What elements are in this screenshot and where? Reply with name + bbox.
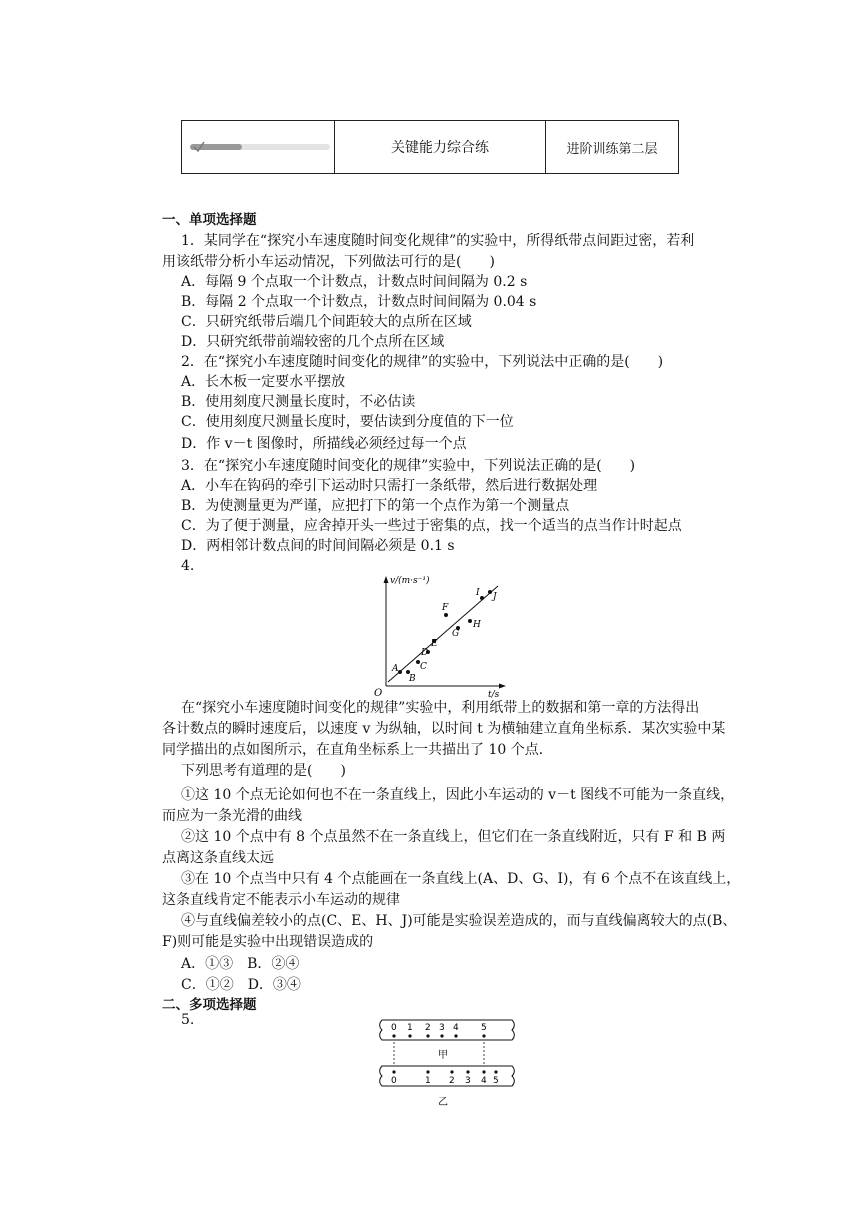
fit-line	[388, 586, 498, 682]
point-label-e: E	[431, 639, 438, 649]
point-label-h: H	[473, 620, 481, 630]
header-title: 关键能力综合练	[335, 121, 546, 173]
tape-top-number-2: 2	[425, 1023, 431, 1033]
statement-2-line-1: ②这 10 个点中有 8 个点虽然不在一条直线上，但它们在一条直线附近，只有 F 和 B 两	[181, 829, 726, 845]
statement-4-line-2: F)则可能是实验中出现错误造成的	[162, 934, 374, 950]
tape-top	[380, 1020, 515, 1040]
tape-top-number-5: 5	[481, 1023, 487, 1033]
tape-bottom-dot-1	[426, 1070, 429, 1073]
data-point-a	[398, 670, 402, 674]
question-3: 3．在“探究小车速度随时间变化的规律”实验中，下列说法正确的是( )	[181, 458, 636, 474]
tape-bottom-number-2: 2	[449, 1076, 455, 1086]
tape-bottom-dot-3	[466, 1070, 469, 1073]
tape-top-dot-5	[482, 1034, 485, 1037]
tape-top-dot-2	[426, 1034, 429, 1037]
point-label-f: F	[442, 603, 449, 613]
question-4-options-row-2: C．①② D．③④	[181, 977, 301, 993]
option-1a: A．每隔 9 个点取一个计数点，计数点时间间隔为 0.2 s	[181, 274, 528, 290]
question-5-number: 5.	[181, 1012, 195, 1028]
section-heading-multiple-choice: 二、多项选择题	[162, 997, 257, 1013]
question-4-prompt: 下列思考有道理的是( )	[181, 763, 346, 779]
tape-bottom-dot-2	[450, 1070, 453, 1073]
header-subtitle: 进阶训练第二层	[566, 141, 658, 157]
section-heading-single-choice: 一、单项选择题	[162, 212, 257, 228]
option-3d: D．两相邻计数点间的时间间隔必须是 0.1 s	[181, 538, 455, 554]
statement-1-line-1: ①这 10 个点无论如何也不在一条直线上，因此小车运动的 v－t 图线不可能为一条直线，	[181, 787, 735, 803]
point-label-b: B	[409, 674, 416, 684]
tape-bottom-dot-5	[494, 1070, 497, 1073]
option-3a: A．小车在钩码的牵引下运动时只需打一条纸带，然后进行数据处理	[181, 478, 598, 494]
statement-3-line-1: ③在 10 个点当中只有 4 个点能画在一条直线上(A、D、G、I)，有 6 个点不在该直线上，	[181, 871, 741, 887]
option-2b: B．使用刻度尺测量长度时，不必估读	[181, 394, 416, 410]
data-points-group	[391, 588, 498, 684]
progress-bar-graphic	[190, 140, 330, 154]
question-4-line-3: 同学描出的点如图所示，在直角坐标系上一共描出了 10 个点．	[162, 742, 553, 758]
data-point-f	[444, 613, 448, 617]
origin-label: O	[374, 688, 383, 698]
option-1c: C．只研究纸带后端几个间距较大的点所在区域	[181, 314, 472, 330]
question-4-line-2: 各计数点的瞬时速度后，以速度 v 为纵轴，以时间 t 为横轴建立直角坐标系．某次实验中某	[162, 721, 726, 737]
tape-top-number-0: 0	[391, 1023, 397, 1033]
data-point-i	[480, 596, 484, 600]
tape-top-number-3: 3	[439, 1023, 445, 1033]
tape-bottom-number-5: 5	[493, 1076, 499, 1086]
tape-bottom-dot-0	[392, 1070, 395, 1073]
tape-top-dot-3	[440, 1034, 443, 1037]
option-1d: D．只研究纸带前端较密的几个点所在区域	[181, 334, 445, 350]
x-axis-arrow	[499, 684, 506, 689]
y-axis-label: v/(m·s⁻¹)	[390, 576, 430, 586]
question-4-line-1: 在“探究小车速度随时间变化的规律”实验中，利用纸带上的数据和第一章的方法得出	[181, 700, 700, 716]
header-decoration-cell	[182, 121, 335, 173]
data-point-j	[488, 590, 492, 594]
question-4-options-row-1: A．①③ B．②④	[181, 956, 300, 972]
vt-graph-figure	[366, 572, 516, 698]
statement-3-line-2: 这条直线肯定不能表示小车运动的规律	[162, 892, 400, 908]
y-axis-arrow	[384, 576, 389, 583]
option-2a: A．长木板一定要水平摆放	[181, 374, 346, 390]
option-3b: B．为使测量更为严谨，应把打下的第一个点作为第一个测量点	[181, 498, 570, 514]
tape-top-number-4: 4	[453, 1023, 459, 1033]
option-1b: B．每隔 2 个点取一个计数点，计数点时间间隔为 0.04 s	[181, 294, 537, 310]
point-label-a: A	[392, 664, 399, 674]
option-3c: C．为了便于测量，应舍掉开头一些过于密集的点，找一个适当的点当作计时起点	[181, 518, 682, 534]
tape-top-label: 甲	[438, 1050, 448, 1061]
tape-top-number-1: 1	[407, 1023, 413, 1033]
point-label-c: C	[420, 662, 427, 672]
ticker-tape-figure	[376, 1018, 526, 1108]
tape-bottom-label: 乙	[438, 1097, 448, 1108]
question-1-line-2: 用该纸带分析小车运动情况，下列做法可行的是( )	[162, 254, 495, 270]
question-2: 2．在“探究小车速度随时间变化的规律”的实验中，下列说法中正确的是( )	[181, 354, 664, 370]
tape-bottom-number-0: 0	[391, 1076, 397, 1086]
tape-bottom-number-1: 1	[425, 1076, 431, 1086]
section-header	[181, 120, 679, 174]
tape-top-dot-0	[392, 1034, 395, 1037]
tape-top-dot-1	[408, 1034, 411, 1037]
statement-2-line-2: 点离这条直线太远	[162, 850, 274, 866]
point-label-d: D	[421, 648, 429, 658]
option-2d: D．作 v－t 图像时，所描线必须经过每一个点	[181, 436, 467, 452]
question-1-line-1: 1．某同学在“探究小车速度随时间变化规律”的实验中，所得纸带点间距过密，若利	[181, 233, 695, 249]
point-label-j: J	[493, 592, 497, 602]
tape-bottom-number-4: 4	[481, 1076, 487, 1086]
tape-bottom-number-3: 3	[465, 1076, 471, 1086]
point-label-i: I	[476, 588, 480, 598]
statement-1-line-2: 而应为一条光滑的曲线	[162, 808, 302, 824]
tape-top-dot-4	[454, 1034, 457, 1037]
option-2c: C．使用刻度尺测量长度时，要估读到分度值的下一位	[181, 414, 514, 430]
point-label-g: G	[452, 629, 460, 639]
tape-bottom-dot-4	[482, 1070, 485, 1073]
data-point-h	[468, 619, 472, 623]
question-4-number: 4.	[181, 558, 195, 574]
x-axis-label: t/s	[488, 690, 500, 698]
statement-4-line-1: ④与直线偏差较小的点(C、E、H、J)可能是实验误差造成的，而与直线偏离较大的点(B、	[181, 913, 737, 929]
